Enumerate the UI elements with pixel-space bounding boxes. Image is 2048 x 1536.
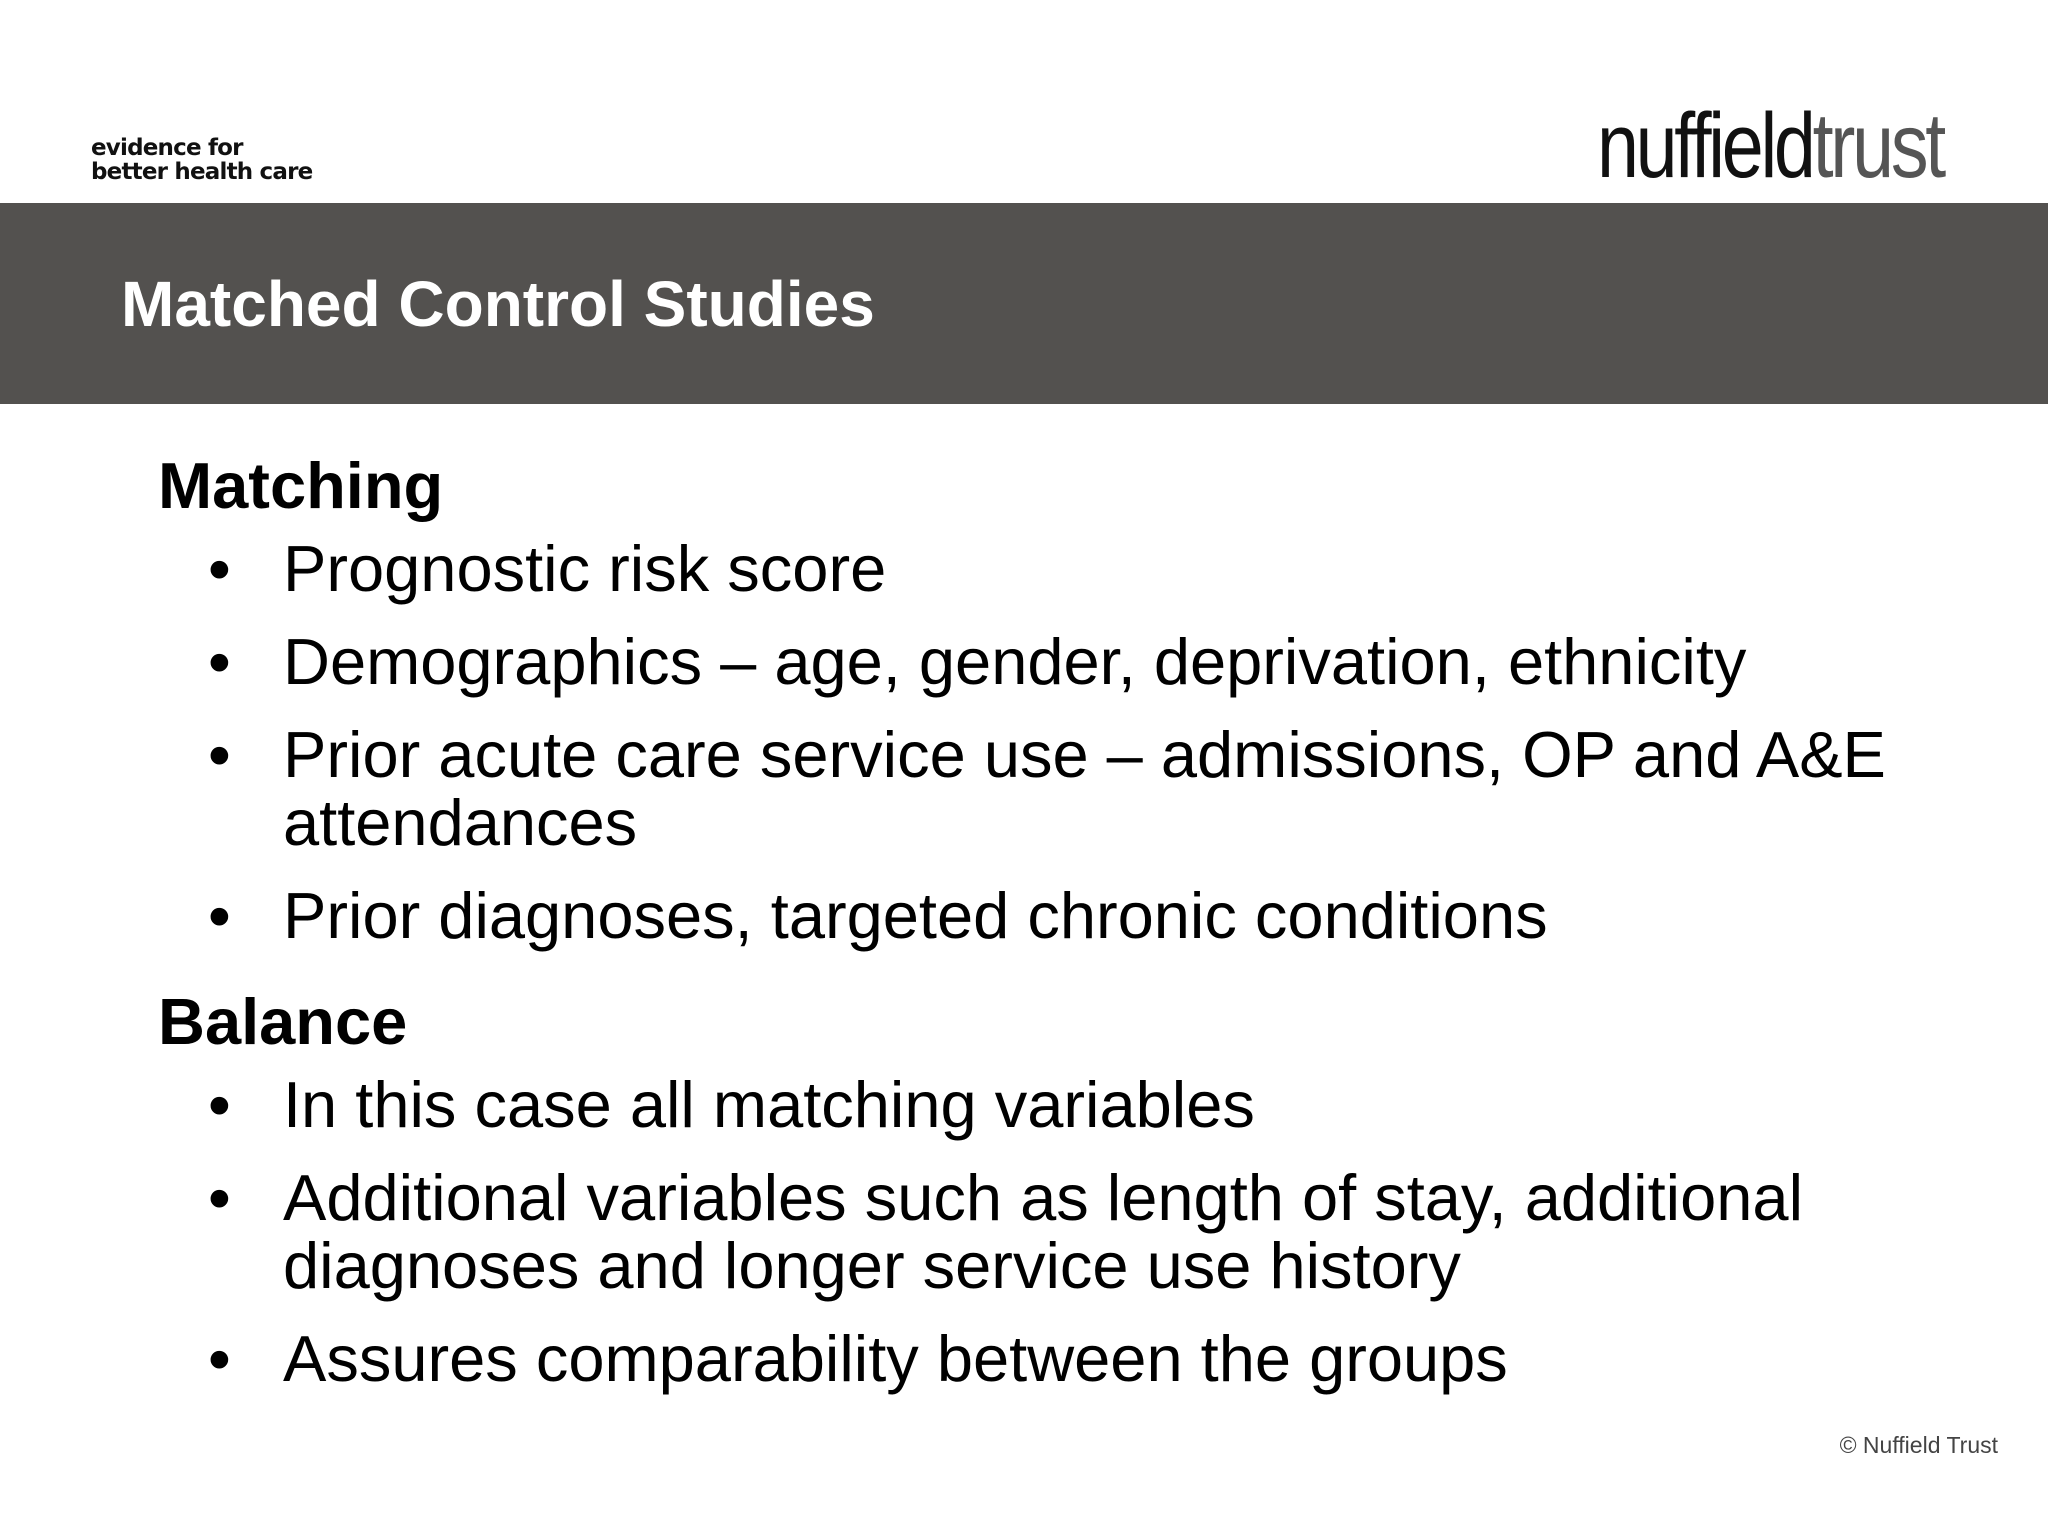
list-item (158, 532, 1958, 605)
list-item (158, 1322, 1958, 1395)
title-bar (0, 203, 2048, 404)
bullet-text: Demographics – age, gender, deprivation, ethnicity (283, 625, 1747, 698)
slide-title: Matched Control Studies (121, 268, 875, 340)
tagline (91, 136, 312, 184)
section-heading-matching: Matching (158, 449, 444, 522)
bullet-icon: • (208, 532, 231, 605)
tagline-line-2: better health care (91, 159, 313, 185)
list-item (158, 1068, 1958, 1141)
logo-text-trust: trust (1812, 95, 1943, 197)
bullet-icon: • (208, 1068, 231, 1141)
list-item (158, 625, 1958, 698)
bullet-text: Prognostic risk score (283, 532, 887, 605)
bullet-icon: • (208, 879, 231, 952)
list-item (158, 718, 1958, 859)
nuffield-trust-logo (1596, 95, 1943, 197)
tagline-line-1: evidence for (91, 135, 243, 161)
list-item (158, 879, 1958, 952)
balance-bullet-list (158, 1068, 1958, 1395)
bullet-text: Prior acute care service use – admissions, OP and A&E attendances (283, 718, 1886, 859)
bullet-icon: • (208, 625, 231, 698)
bullet-text: Assures comparability between the groups (283, 1322, 1508, 1395)
bullet-text: Additional variables such as length of stay, additional diagnoses and longer service use history (283, 1161, 1804, 1302)
bullet-icon: • (208, 718, 231, 791)
list-item (158, 1161, 1958, 1302)
bullet-icon: • (208, 1161, 231, 1234)
copyright-notice: © Nuffield Trust (1839, 1432, 1998, 1458)
bullet-icon: • (208, 1322, 231, 1395)
slide-content (158, 448, 1958, 1393)
section-heading-balance: Balance (158, 985, 408, 1058)
bullet-text: In this case all matching variables (283, 1068, 1255, 1141)
matching-bullet-list (158, 532, 1958, 952)
logo-text-nuffield: nuffield (1596, 95, 1813, 197)
bullet-text: Prior diagnoses, targeted chronic conditions (283, 879, 1548, 952)
